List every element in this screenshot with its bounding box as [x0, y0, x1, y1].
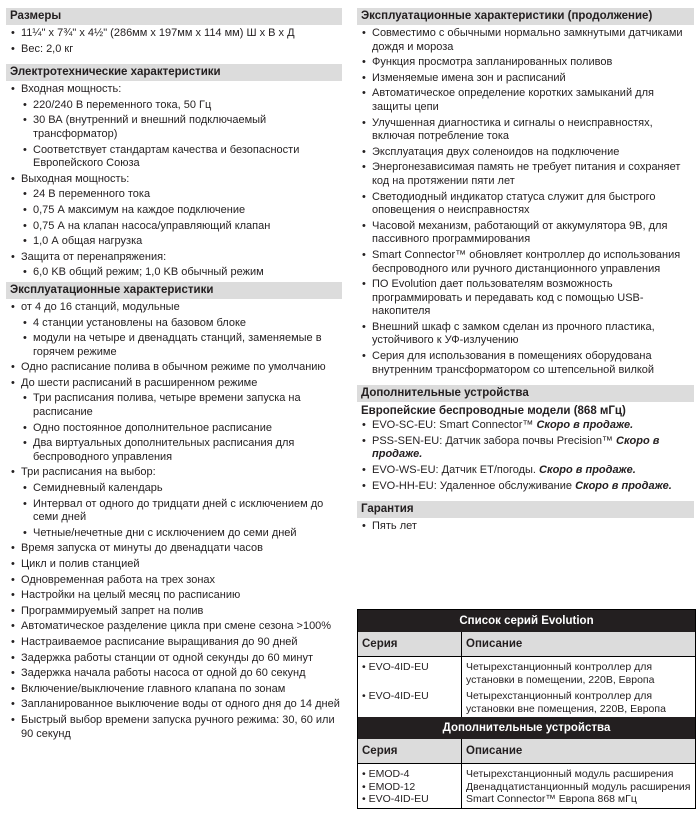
- list-item: • Совместимо с обычными нормально замкнутыми датчиками дождя и мороза: [357, 27, 694, 54]
- accessory-text: EVO-WS-EU: Датчик ET/погоды.: [372, 464, 540, 477]
- description-cell-group: [462, 764, 695, 808]
- list-item: • Три расписания на выбор:: [6, 466, 342, 480]
- accessory-text: EVO-SC-EU: Smart Connector™: [372, 419, 537, 432]
- description-cell: Четырехстанционный модуль расширения: [466, 768, 674, 780]
- list-item: • Быстрый выбор времени запуска ручного режима: 30, 60 или 90 секунд: [6, 714, 342, 741]
- list-item: • Одно постоянное дополнительное расписание: [6, 422, 342, 436]
- accessory-text: PSS-SEN-EU: Датчик забора почвы Precision™: [372, 434, 616, 447]
- coming-soon-label: Скоро в продаже.: [539, 464, 636, 477]
- series-table-header: [358, 632, 695, 657]
- list-item: • Часовой механизм, работающий от аккумулятора 9В, для пассивного программирования: [357, 220, 694, 247]
- list-item: • Три расписания полива, четыре времени запуска на расписание: [6, 392, 342, 419]
- list-item: • Задержка работы станции от одной секунды до 60 минут: [6, 652, 342, 666]
- list-item: • Функция просмотра запланированных поливов: [357, 56, 694, 70]
- list-item: • 11¼" x 7¾" x 4½" (286мм x 197мм x 114 мм) Ш x В x Д: [6, 27, 342, 41]
- list-item: • Вес: 2,0 кг: [6, 43, 342, 57]
- list-item: • модули на четыре и двенадцать станций, заменяемые в горячем режиме: [6, 332, 342, 359]
- list-item: • Задержка начала работы насоса от одной до 60 секунд: [6, 667, 342, 681]
- electrical-list: [6, 83, 342, 280]
- model-cell: • EVO-4ID-EU: [358, 657, 462, 688]
- left-column: [6, 8, 342, 743]
- series-table: [357, 609, 696, 809]
- description-cell: Двенадцатистанционный модуль расширения: [466, 780, 691, 793]
- accessories-list: [357, 419, 694, 493]
- coming-soon-label: Скоро в продаже.: [575, 479, 672, 492]
- list-item: • Два виртуальных дополнительных расписания для беспроводного управления: [6, 437, 342, 464]
- electrical-heading: Электротехнические характеристики: [6, 64, 342, 81]
- column-header-series: Серия: [358, 739, 462, 763]
- operating-cont-list: [357, 27, 694, 377]
- list-item: • Энергонезависимая память не требует питания и сохраняет код на протяжении пяти лет: [357, 161, 694, 188]
- list-item: • ПО Evolution дает пользователям возможность программировать и передавать код с помощью USB-накопителя: [357, 278, 694, 319]
- series-table-title: Список серий Evolution: [358, 610, 695, 632]
- column-header-series: Серия: [358, 632, 462, 656]
- list-item: • 4 станции установлены на базовом блоке: [6, 317, 342, 331]
- list-item: • До шести расписаний в расширенном режиме: [6, 377, 342, 391]
- list-item: • Интервал от одного до тридцати дней с исключением до семи дней: [6, 498, 342, 525]
- coming-soon-label: Скоро в продаже.: [372, 434, 660, 461]
- list-item: • Одновременная работа на трех зонах: [6, 574, 342, 588]
- list-item: • Защита от перенапряжения:: [6, 251, 342, 265]
- list-item: • Цикл и полив станцией: [6, 558, 342, 572]
- list-item: • Программируемый запрет на полив: [6, 605, 342, 619]
- list-item: • Включение/выключение главного клапана по зонам: [6, 683, 342, 697]
- accessories-table-header: [358, 739, 695, 764]
- list-item: • Запланированное выключение воды от одного дня до 14 дней: [6, 698, 342, 712]
- list-item: • Внешний шкаф с замком сделан из прочного пластика, устойчивого к УФ-излучению: [357, 321, 694, 348]
- description-cell: Четырехстанционный контроллер для установки в помещении, 220В, Европа: [466, 661, 655, 686]
- dimensions-list: [6, 27, 342, 56]
- list-item: • Smart Connector™ обновляет контроллер до использования беспроводного или ручного дистанционного управления: [357, 249, 694, 276]
- list-item: [357, 419, 694, 433]
- description-cell: Четырехстанционный контроллер для установки вне помещения, 220В, Европа: [466, 690, 666, 715]
- operating-heading: Эксплуатационные характеристики: [6, 282, 342, 299]
- list-item: • Время запуска от минуты до двенадцати часов: [6, 542, 342, 556]
- list-item: [357, 464, 694, 478]
- model-cell: • EMOD-12: [362, 780, 416, 793]
- list-item: • 0,75 А на клапан насоса/управляющий клапан: [6, 220, 342, 234]
- description-cell: Smart Connector™ Европа 868 мГц: [466, 793, 637, 805]
- model-cell: • EVO-4ID-EU: [358, 688, 462, 717]
- table-row: [358, 688, 695, 717]
- list-item: • Изменяемые имена зон и расписаний: [357, 72, 694, 86]
- list-item: [357, 435, 694, 462]
- warranty-list: [357, 520, 694, 534]
- list-item: • Пять лет: [357, 520, 694, 534]
- list-item: • 6,0 KB общий режим; 1,0 KB обычный режим: [6, 266, 342, 280]
- operating-cont-heading: Эксплуатационные характеристики (продолжение): [357, 8, 694, 25]
- list-item: • от 4 до 16 станций, модульные: [6, 301, 342, 315]
- coming-soon-label: Скоро в продаже.: [536, 419, 634, 432]
- list-item: • 30 ВА (внутренний и внешний подключаемый трансформатор): [6, 114, 342, 141]
- list-item: • Автоматическое определение коротких замыканий для защиты цепи: [357, 87, 694, 114]
- column-header-description: Описание: [466, 745, 523, 757]
- right-column: [357, 8, 694, 536]
- list-item: • Светодиодный индикатор статуса служит для быстрого оповещения о неисправностях: [357, 191, 694, 218]
- list-item: • Выходная мощность:: [6, 173, 342, 187]
- wireless-subheading: Европейские беспроводные модели (868 мГц): [361, 405, 626, 418]
- list-item: • 0,75 А максимум на каждое подключение: [6, 204, 342, 218]
- table-row: [358, 657, 695, 688]
- list-item: • Семидневный календарь: [6, 482, 342, 496]
- list-item: • Эксплуатация двух соленоидов на подключение: [357, 146, 694, 160]
- list-item: • Настраиваемое расписание выращивания до 90 дней: [6, 636, 342, 650]
- list-item: • 24 В переменного тока: [6, 188, 342, 202]
- list-item: • 220/240 В переменного тока, 50 Гц: [6, 99, 342, 113]
- column-header-description: Описание: [466, 638, 523, 650]
- list-item: • Улучшенная диагностика и сигналы о неисправностях, включая потребление тока: [357, 117, 694, 144]
- list-item: • Одно расписание полива в обычном режиме по умолчанию: [6, 361, 342, 375]
- list-item: • Серия для использования в помещениях оборудована внутренним трансформатором со штепсельной вилкой: [357, 350, 694, 377]
- list-item: • Настройки на целый месяц по расписанию: [6, 589, 342, 603]
- list-item: • Автоматическое разделение цикла при смене сезона >100%: [6, 620, 342, 634]
- warranty-heading: Гарантия: [357, 501, 694, 518]
- list-item: • Соответствует стандартам качества и безопасности Европейского Союза: [6, 144, 342, 171]
- model-cell: • EVO-4ID-EU: [362, 793, 429, 805]
- list-item: • 1,0 А общая нагрузка: [6, 235, 342, 249]
- list-item: • Четные/нечетные дни с исключением до семи дней: [6, 527, 342, 541]
- accessories-heading: Дополнительные устройства: [357, 385, 694, 402]
- model-cell-group: [358, 764, 462, 808]
- model-cell: • EMOD-4: [362, 768, 410, 780]
- table-row: [358, 764, 695, 808]
- dimensions-heading: Размеры: [6, 8, 342, 25]
- accessory-text: EVO-HH-EU: Удаленное обслуживание: [372, 479, 576, 492]
- list-item: • Входная мощность:: [6, 83, 342, 97]
- accessories-table-title: Дополнительные устройства: [358, 717, 695, 739]
- list-item: [357, 480, 694, 494]
- operating-list: [6, 301, 342, 741]
